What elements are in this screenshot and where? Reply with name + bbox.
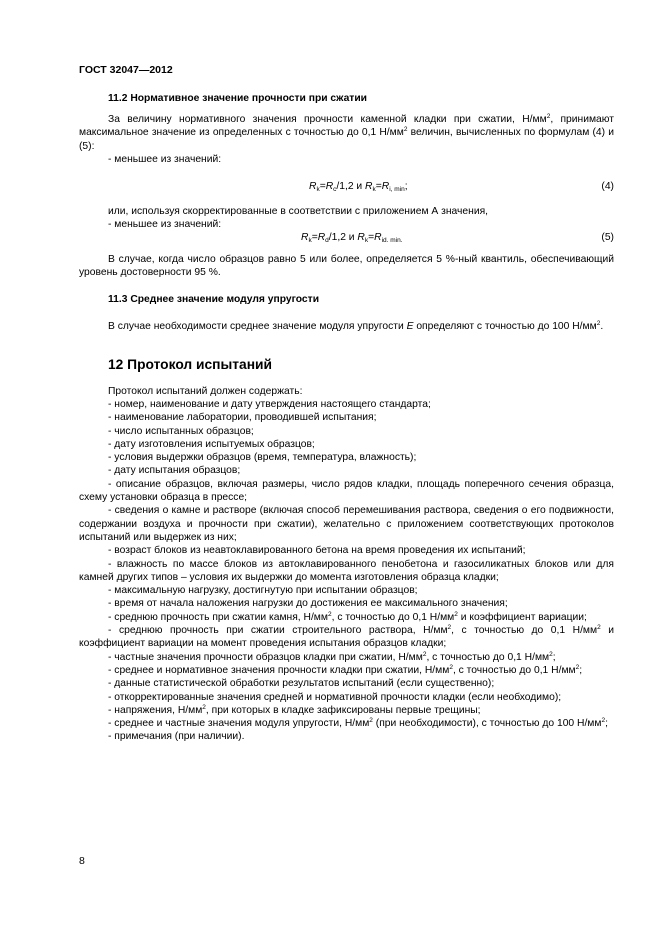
s11-2-paragraph-3: В случае, когда число образцов равно 5 или более, определяется 5 %-ный квантиль, обеспечивающий уровень достоверности 95 %. [79,254,614,279]
section-11-3-title: 11.3 Среднее значение модуля упругости [108,294,320,305]
protocol-item: - возраст блоков из неавтоклавированного бетона на время проведения их испытаний; [108,545,526,557]
protocol-item: - откорректированные значения средней и нормативной прочности кладки (если необходимо); [108,691,562,703]
protocol-item: - номер, наименование и дату утверждения настоящего стандарта; [108,399,431,410]
formula-5 [79,231,614,245]
page-header: ГОСТ 32047—2012 [79,64,173,76]
protocol-item: - число испытанных образцов; [108,425,254,437]
protocol-item: - дату испытания образцов; [108,465,241,477]
protocol-item: - дату изготовления испытуемых образцов; [108,438,315,450]
protocol-item: - влажность по массе блоков из автоклавированного пенобетона и газосиликатных блоков или для камней других типов – условия их выдержки до момента изготовления образца кладки; [79,558,614,583]
formula-4-number: (4) [601,181,614,192]
formula-4 [79,180,614,194]
s11-2-lesser-1: - меньшее из значений: [108,154,222,165]
s12-intro: Протокол испытаний должен содержать: [108,386,303,397]
protocol-items-list [79,398,614,744]
protocol-item: - описание образцов, включая размеры, число рядов кладки, площадь поперечного сечения образца, схему установки образца в прессе; [79,478,614,504]
page-number: 8 [79,855,85,867]
section-11-2-title: 11.2 Нормативное значение прочности при сжатии [108,93,368,104]
protocol-item: - частные значения прочности образцов кладки при сжатии, $Н/мм^2$, с точностью до 0,1 $Н/мм^2$; [108,650,556,663]
s11-3-paragraph: В случае необходимости среднее значение модуля упругости E определяют с точностью до 100 $Н/мм^2$. [108,320,604,332]
section-12-title: 12 Протокол испытаний [108,357,273,372]
protocol-item: - максимальную нагрузку, достигнутую при испытании образцов; [108,585,418,597]
protocol-item: - время от начала наложения нагрузки до достижения ее максимального значения; [108,598,508,610]
protocol-item: - условия выдержки образцов (время, температура, влажность); [108,452,417,464]
s11-2-paragraph-1: За величину нормативного значения прочности каменной кладки при сжатии, $Н/мм^2$, принимают максимальное значение из определенных с точностью до 0,1 $Н/мм^2$ величин, вычисленных по формулам (4) и (5): [79,113,614,152]
s11-2-lesser-2: - меньшее из значений: [108,219,222,230]
s11-2-paragraph-2: или, используя скорректированные в соответствии с приложением А значения, [108,206,489,217]
protocol-item: - среднее и частные значения модуля упругости, $Н/мм^2$ (при необходимости), с точностью до 100 $Н/мм^2$; [108,717,608,730]
protocol-item: - примечания (при наличии). [108,731,245,743]
formula-5-number: (5) [601,232,614,243]
formula-4-expression: $R_k=R_c/1,2$ и $R_k=R_{i, min}$; [309,181,408,193]
protocol-item: - данные статистической обработки результатов испытаний (если существенно); [108,678,495,690]
protocol-item: - среднее и нормативное значения прочности кладки при сжатии, $Н/мм^2$, с точностью до 0,1 $Н/мм^2$; [108,663,583,676]
formula-5-expression: $R_k=R_d/1,2$ и $R_k=R_{id. min.}$ [301,232,403,244]
protocol-item: - сведения о камне и растворе (включая способ перемешивания раствора, сведения о его подвижности, содержании воздуха и прочности при сжатии), желательно с приложением соответствующих протоколов испытаний или выдержек из них; [79,505,614,543]
protocol-item: - наименование лаборатории, проводившей испытания; [108,412,377,424]
protocol-item: - среднюю прочность при сжатии камня, $Н/мм^2$, с точностью до 0,1 $Н/мм^2$ и коэффициент вариации; [108,610,587,623]
protocol-item: - среднюю прочность при сжатии строительного раствора, $Н/мм^2$, с точностью до 0,1 $Н/мм^2$ и коэффициент вариации на момент проведения испытания образцов кладки; [79,624,614,650]
protocol-item: - напряжения, $Н/мм^2$, при которых в кладке зафиксированы первые трещины; [108,703,481,716]
